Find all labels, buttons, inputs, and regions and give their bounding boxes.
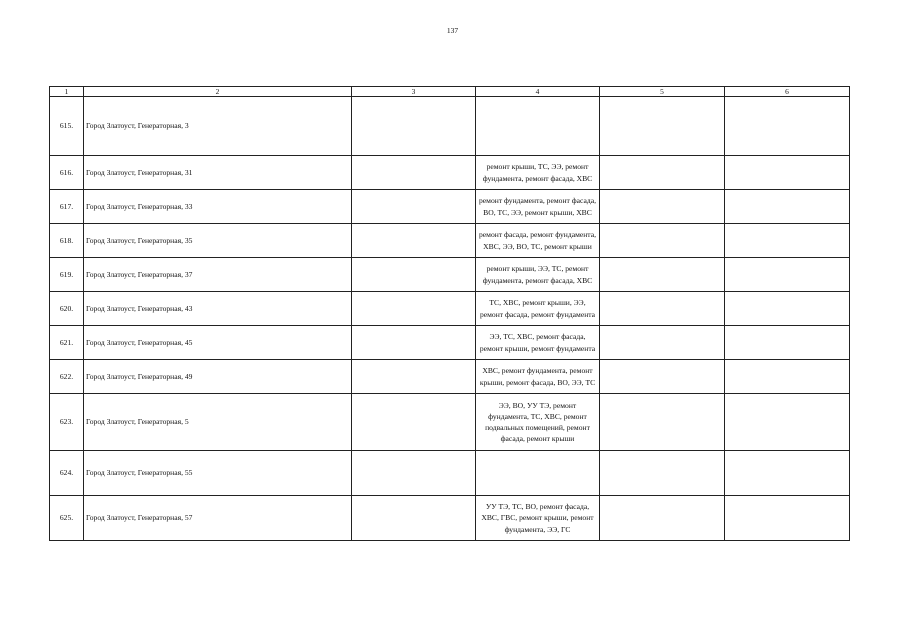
- cell-col6: [725, 360, 850, 394]
- works-cell: ХВС, ремонт фундамента, ремонт крыши, ремонт фасада, ВО, ЭЭ, ТС: [476, 360, 600, 394]
- table-row: [50, 258, 850, 292]
- row-number: 615.: [50, 97, 84, 156]
- address-cell: Город Златоуст, Генераторная, 5: [84, 394, 352, 451]
- works-cell: ЭЭ, ВО, УУ ТЭ, ремонт фундамента, ТС, ХВС, ремонт подвальных помещений, ремонт фасада, ремонт крыши: [476, 394, 600, 451]
- row-number: 618.: [50, 224, 84, 258]
- column-header: 6: [725, 87, 850, 97]
- cell-col6: [725, 156, 850, 190]
- works-cell: ремонт крыши, ЭЭ, ТС, ремонт фундамента, ремонт фасада, ХВС: [476, 258, 600, 292]
- table-row: [50, 394, 850, 451]
- cell-col3: [352, 190, 476, 224]
- cell-col6: [725, 224, 850, 258]
- cell-col3: [352, 292, 476, 326]
- works-cell: ТС, ХВС, ремонт крыши, ЭЭ, ремонт фасада, ремонт фундамента: [476, 292, 600, 326]
- cell-col3: [352, 360, 476, 394]
- cell-col5: [600, 394, 725, 451]
- cell-col6: [725, 258, 850, 292]
- address-cell: Город Златоуст, Генераторная, 57: [84, 496, 352, 541]
- table-row: [50, 97, 850, 156]
- page-number: 137: [446, 26, 459, 35]
- address-cell: Город Златоуст, Генераторная, 37: [84, 258, 352, 292]
- cell-col3: [352, 97, 476, 156]
- cell-col6: [725, 496, 850, 541]
- table-row: [50, 496, 850, 541]
- address-cell: Город Златоуст, Генераторная, 43: [84, 292, 352, 326]
- cell-col6: [725, 394, 850, 451]
- address-cell: Город Златоуст, Генераторная, 49: [84, 360, 352, 394]
- address-cell: Город Златоуст, Генераторная, 33: [84, 190, 352, 224]
- cell-col3: [352, 156, 476, 190]
- cell-col5: [600, 292, 725, 326]
- works-cell: ЭЭ, ТС, ХВС, ремонт фасада, ремонт крыши, ремонт фундамента: [476, 326, 600, 360]
- row-number: 622.: [50, 360, 84, 394]
- table-row: [50, 360, 850, 394]
- row-number: 621.: [50, 326, 84, 360]
- cell-col6: [725, 326, 850, 360]
- row-number: 616.: [50, 156, 84, 190]
- works-cell: ремонт крыши, ТС, ЭЭ, ремонт фундамента, ремонт фасада, ХВС: [476, 156, 600, 190]
- address-cell: Город Златоуст, Генераторная, 45: [84, 326, 352, 360]
- column-header: 3: [352, 87, 476, 97]
- cell-col3: [352, 326, 476, 360]
- cell-col5: [600, 360, 725, 394]
- table-row: [50, 326, 850, 360]
- cell-col3: [352, 496, 476, 541]
- works-cell: ремонт фундамента, ремонт фасада, ВО, ТС, ЭЭ, ремонт крыши, ХВС: [476, 190, 600, 224]
- works-cell: ремонт фасада, ремонт фундамента, ХВС, ЭЭ, ВО, ТС, ремонт крыши: [476, 224, 600, 258]
- cell-col3: [352, 394, 476, 451]
- cell-col5: [600, 224, 725, 258]
- cell-col3: [352, 258, 476, 292]
- column-header: 5: [600, 87, 725, 97]
- address-cell: Город Златоуст, Генераторная, 31: [84, 156, 352, 190]
- table-row: [50, 156, 850, 190]
- table-row: [50, 224, 850, 258]
- cell-col3: [352, 451, 476, 496]
- cell-col6: [725, 190, 850, 224]
- column-header: 1: [50, 87, 84, 97]
- cell-col3: [352, 224, 476, 258]
- address-cell: Город Златоуст, Генераторная, 3: [84, 97, 352, 156]
- works-cell: УУ ТЭ, ТС, ВО, ремонт фасада, ХВС, ГВС, ремонт крыши, ремонт фундамента, ЭЭ, ГС: [476, 496, 600, 541]
- row-number: 623.: [50, 394, 84, 451]
- cell-col5: [600, 258, 725, 292]
- works-cell: [476, 451, 600, 496]
- cell-col5: [600, 97, 725, 156]
- row-number: 625.: [50, 496, 84, 541]
- row-number: 619.: [50, 258, 84, 292]
- address-cell: Город Златоуст, Генераторная, 35: [84, 224, 352, 258]
- cell-col5: [600, 496, 725, 541]
- row-number: 620.: [50, 292, 84, 326]
- table-row: [50, 190, 850, 224]
- table-row: [50, 451, 850, 496]
- cell-col6: [725, 451, 850, 496]
- cell-col6: [725, 292, 850, 326]
- works-cell: [476, 97, 600, 156]
- cell-col5: [600, 451, 725, 496]
- address-cell: Город Златоуст, Генераторная, 55: [84, 451, 352, 496]
- column-header: 2: [84, 87, 352, 97]
- column-header: 4: [476, 87, 600, 97]
- works-table: [49, 86, 850, 541]
- row-number: 624.: [50, 451, 84, 496]
- cell-col5: [600, 156, 725, 190]
- row-number: 617.: [50, 190, 84, 224]
- table-header-row: [50, 87, 850, 97]
- cell-col5: [600, 190, 725, 224]
- cell-col6: [725, 97, 850, 156]
- table-row: [50, 292, 850, 326]
- cell-col5: [600, 326, 725, 360]
